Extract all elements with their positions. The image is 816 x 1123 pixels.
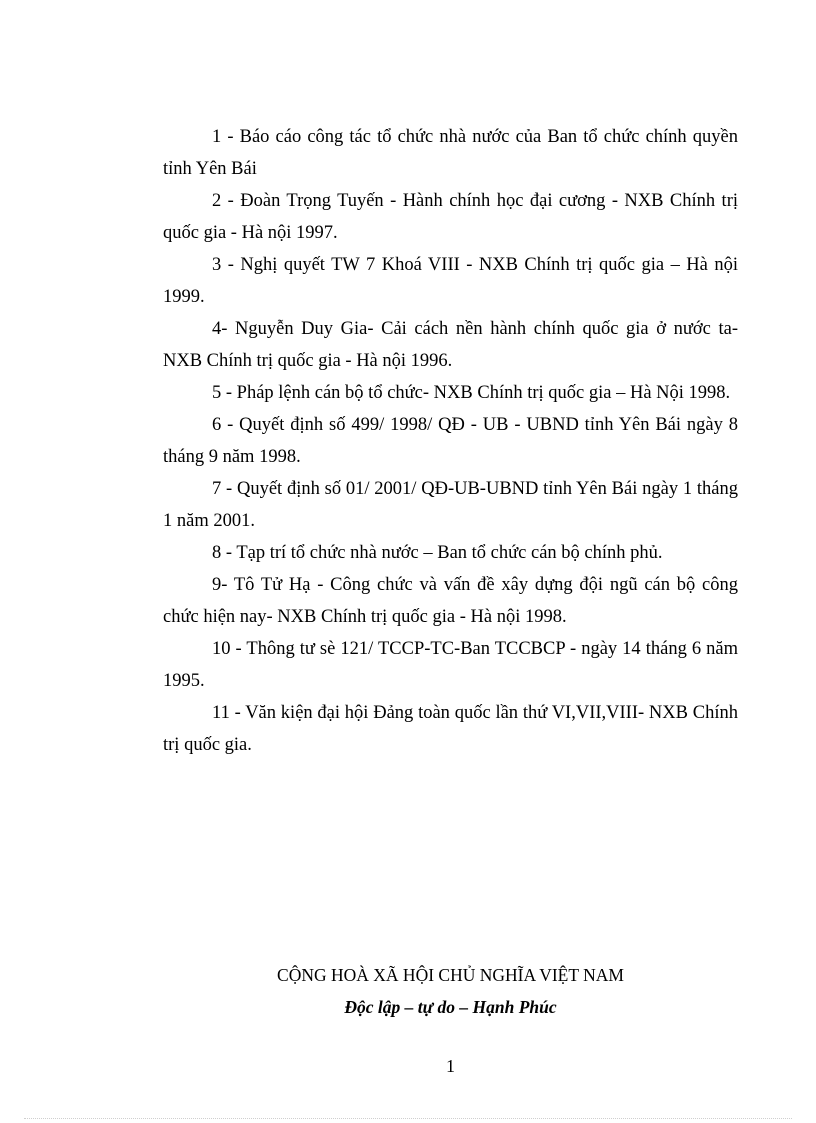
page-number: 1 (446, 1056, 455, 1076)
reference-item-10: 10 - Thông tư sè 121/ TCCP-TC-Ban TCCBCP - ngày 14 tháng 6 năm 1995. (163, 639, 738, 691)
reference-item-8: 8 - Tạp trí tổ chức nhà nước – Ban tổ chức cán bộ chính phủ. (212, 543, 663, 563)
reference-item-5: 5 - Pháp lệnh cán bộ tổ chức- NXB Chính trị quốc gia – Hà Nội 1998. (212, 383, 731, 403)
reference-item-1: 1 - Báo cáo công tác tổ chức nhà nước của Ban tổ chức chính quyền tỉnh Yên Bái (163, 127, 738, 179)
reference-list (163, 121, 738, 761)
reference-item-6: 6 - Quyết định số 499/ 1998/ QĐ - UB - UBND tỉnh Yên Bái ngày 8 tháng 9 năm 1998. (163, 415, 738, 467)
national-title: CỘNG HOÀ XÃ HỘI CHỦ NGHĨA VIỆT NAM (277, 965, 624, 985)
page-bottom-divider (24, 1118, 792, 1119)
reference-item-4: 4- Nguyễn Duy Gia- Cải cách nền hành chính quốc gia ở nước ta- NXB Chính trị quốc gia - Hà nội 1996. (163, 319, 738, 371)
reference-item-11: 11 - Văn kiện đại hội Đảng toàn quốc lần thứ VI,VII,VIII- NXB Chính trị quốc gia. (163, 703, 738, 755)
reference-item-7: 7 - Quyết định số 01/ 2001/ QĐ-UB-UBND tỉnh Yên Bái ngày 1 tháng 1 năm 2001. (163, 479, 738, 531)
reference-item-2: 2 - Đoàn Trọng Tuyến - Hành chính học đại cương - NXB Chính trị quốc gia - Hà nội 1997. (163, 191, 738, 243)
reference-item-9: 9- Tô Tử Hạ - Công chức và vấn đề xây dựng đội ngũ cán bộ công chức hiện nay- NXB Chính trị quốc gia - Hà nội 1998. (163, 575, 738, 627)
national-motto: Độc lập – tự do – Hạnh Phúc (344, 997, 557, 1017)
reference-item-3: 3 - Nghị quyết TW 7 Khoá VIII - NXB Chính trị quốc gia – Hà nội 1999. (163, 255, 738, 307)
